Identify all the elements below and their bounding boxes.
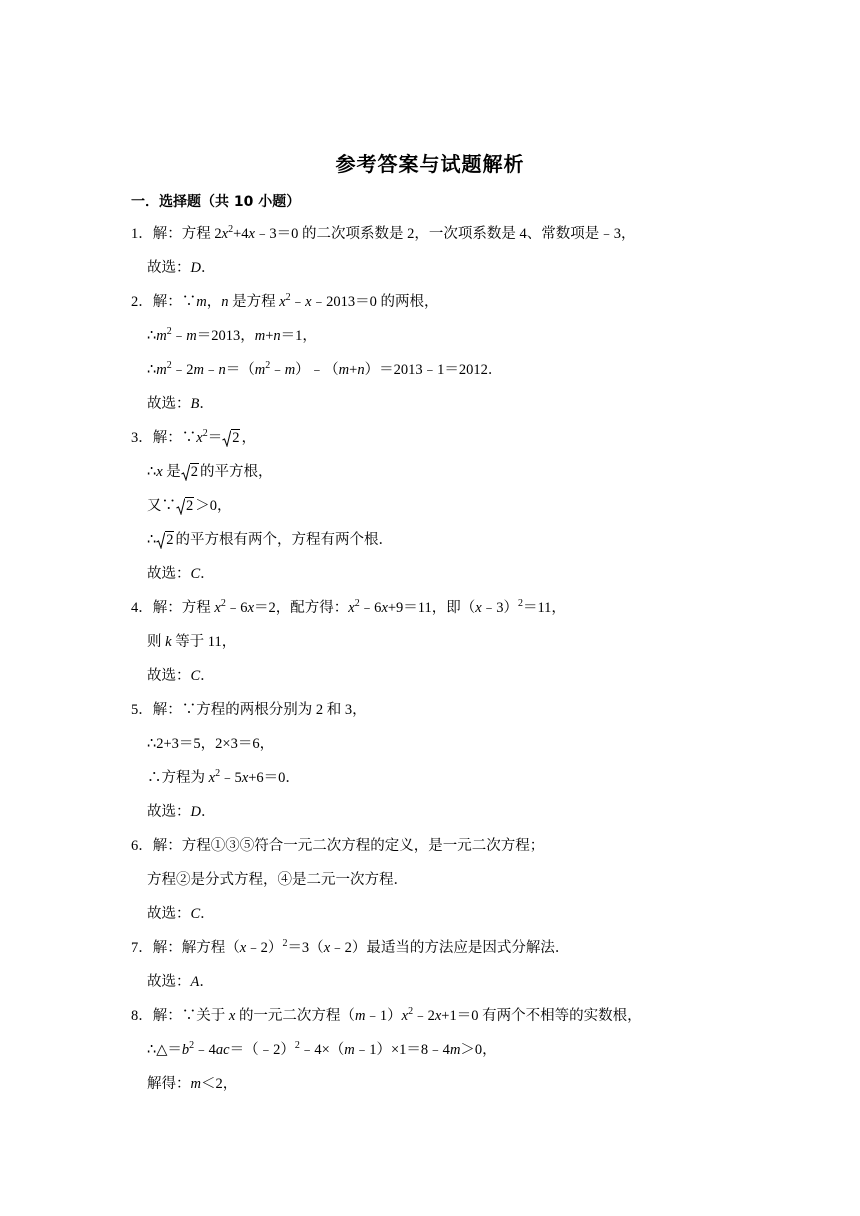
text: ∴2+3＝5，2×3＝6， <box>147 736 275 752</box>
var: x <box>241 770 249 786</box>
text: ＞0， <box>195 498 232 514</box>
var: x <box>208 770 216 786</box>
text: ﹣4 <box>194 1042 216 1058</box>
exponent: 2 <box>220 598 226 609</box>
answer-letter: D <box>190 260 201 276</box>
text: ． <box>200 260 216 276</box>
var: m <box>338 362 350 378</box>
q7-answer <box>147 972 214 992</box>
text: 解：∵方程的两根分别为 2 和 3， <box>152 702 367 718</box>
text: 解：∵ <box>152 430 197 446</box>
exponent: 2 <box>282 938 288 949</box>
var: n <box>221 294 229 310</box>
q3-line-1 <box>131 428 256 448</box>
q4-answer <box>147 666 215 686</box>
text: 故选： <box>147 260 191 276</box>
text: ∴ <box>147 362 157 378</box>
var: m <box>156 362 167 378</box>
answer-letter: A <box>190 974 200 990</box>
text: ﹣2 <box>171 362 194 378</box>
text: ， <box>206 294 222 310</box>
text: + <box>349 362 358 378</box>
var: x <box>248 226 255 242</box>
exponent: 2 <box>166 360 172 371</box>
text: ∴△＝ <box>147 1042 182 1058</box>
radicand: 2 <box>186 498 194 514</box>
sqrt-symbol <box>156 530 174 550</box>
exponent: 2 <box>285 292 291 303</box>
text: 则 <box>147 634 166 650</box>
exponent: 2 <box>189 1040 195 1051</box>
text: 的一元二次方程（ <box>235 1008 355 1024</box>
text: ． <box>200 566 215 582</box>
text: ﹣5 <box>220 770 242 786</box>
q5-answer <box>147 802 215 822</box>
var: m <box>254 362 266 378</box>
answer-letter: C <box>190 566 201 582</box>
var: x <box>221 226 229 242</box>
text: ﹣2） <box>246 940 283 956</box>
var: x <box>239 940 247 956</box>
text: 又∵ <box>147 498 176 514</box>
q8-number: 8． <box>131 1008 153 1024</box>
q3-line-3 <box>147 496 232 516</box>
sqrt-symbol <box>181 462 199 482</box>
text: ＝ <box>207 430 223 446</box>
q2-answer <box>147 394 214 414</box>
q5-line-1 <box>131 700 367 720</box>
answer-letter: C <box>190 668 201 684</box>
exponent: 2 <box>202 428 208 439</box>
var: x <box>475 600 482 616</box>
var: n <box>218 362 226 378</box>
page-title: 参考答案与试题解析 <box>335 152 525 176</box>
radical-icon <box>156 532 165 549</box>
text: 故选： <box>147 906 191 922</box>
radical-icon <box>181 464 190 481</box>
exponent: 2 <box>265 360 271 371</box>
var: m <box>190 1076 201 1092</box>
var: n <box>357 362 365 378</box>
text: ﹣3） <box>481 600 518 616</box>
text: ． <box>200 668 215 684</box>
var: ac <box>215 1042 230 1058</box>
answer-letter: C <box>190 906 201 922</box>
radicand: 2 <box>166 532 174 548</box>
text: ﹣2013＝0 的两根， <box>311 294 439 310</box>
text: ﹣3＝0 的二次项系数是 2，一次项系数是 4、常数项是﹣3， <box>254 226 636 242</box>
text: ＝11， <box>522 600 566 616</box>
text: ＞0， <box>460 1042 497 1058</box>
text: 故选： <box>147 974 191 990</box>
radical-icon <box>222 430 231 447</box>
text: ． <box>200 906 215 922</box>
text: ﹣2）最适当的方法应是因式分解法． <box>330 940 570 956</box>
var: x <box>228 1008 236 1024</box>
radicand: 2 <box>190 464 199 480</box>
text: ∴ <box>147 464 157 480</box>
q6-line-2 <box>147 870 408 890</box>
text: ＝2，配方得： <box>254 600 349 616</box>
text: 解：∵关于 <box>152 1008 229 1024</box>
var: x <box>156 464 163 480</box>
text: 解得： <box>147 1076 191 1092</box>
sqrt-symbol <box>176 496 194 516</box>
text: ＜2， <box>200 1076 238 1092</box>
exponent: 2 <box>215 768 221 779</box>
text: ﹣2 <box>413 1008 435 1024</box>
text: 解：方程 2 <box>152 226 222 242</box>
text: ﹣1）×1＝8﹣4 <box>354 1042 450 1058</box>
text: ＝3（ <box>287 940 324 956</box>
q6-answer <box>147 904 215 924</box>
var: x <box>381 600 388 616</box>
text: 故选： <box>147 566 191 582</box>
var: x <box>348 600 355 616</box>
q2-line-2 <box>147 326 317 346</box>
var: k <box>165 634 172 650</box>
q7-number: 7． <box>131 940 153 956</box>
var: b <box>181 1042 190 1058</box>
text: 方程②是分式方程，④是二元一次方程． <box>147 872 408 888</box>
q4-number: 4． <box>131 600 153 616</box>
var: x <box>305 294 312 310</box>
var: m <box>284 362 296 378</box>
q1-line-1 <box>131 224 636 244</box>
section-heading: 一．选择题（共 10 小题） <box>131 194 301 210</box>
q1-answer <box>147 258 215 278</box>
text: ＝2013， <box>196 328 255 344</box>
text: 故选： <box>147 668 191 684</box>
text: ， <box>241 430 256 446</box>
q2-line-1 <box>131 292 438 312</box>
var: x <box>247 600 254 616</box>
text: ﹣ <box>203 362 219 378</box>
text: ∴ <box>147 328 157 344</box>
q6-line-1 <box>131 836 544 856</box>
text: 是方程 <box>228 294 280 310</box>
text: ﹣6 <box>225 600 248 616</box>
text: ）＝2013﹣1＝2012． <box>364 362 503 378</box>
answer-letter: B <box>190 396 200 412</box>
q3-answer <box>147 564 215 584</box>
text: +9＝11，即（ <box>387 600 476 616</box>
var: n <box>273 328 281 344</box>
var: x <box>434 1008 442 1024</box>
text: ． <box>199 396 214 412</box>
text: 故选： <box>147 804 191 820</box>
exponent: 2 <box>166 326 172 337</box>
var: m <box>156 328 167 344</box>
var: x <box>214 600 221 616</box>
text: 是 <box>162 464 181 480</box>
var: m <box>196 294 207 310</box>
q3-number: 3． <box>131 430 153 446</box>
var: m <box>449 1042 461 1058</box>
radical-icon <box>176 498 185 515</box>
var: m <box>254 328 266 344</box>
q3-line-2 <box>147 462 273 482</box>
text: 的平方根有两个，方程有两个根． <box>175 532 393 548</box>
exponent: 2 <box>294 1040 300 1051</box>
q2-number: 2． <box>131 294 153 310</box>
text: 故选： <box>147 396 191 412</box>
q8-line-3 <box>147 1074 237 1094</box>
exponent: 2 <box>517 598 523 609</box>
text: ∴ <box>147 532 157 548</box>
sqrt-symbol <box>222 428 240 448</box>
text: +4 <box>233 226 249 242</box>
text: 解：方程①③⑤符合一元二次方程的定义，是一元二次方程； <box>152 838 545 854</box>
var: m <box>344 1042 355 1058</box>
text: ﹣ <box>270 362 285 378</box>
text: 的平方根， <box>200 464 273 480</box>
var: x <box>401 1008 409 1024</box>
text: ＝（ <box>225 362 255 378</box>
text: 解：解方程（ <box>152 940 240 956</box>
text: ． <box>200 804 216 820</box>
text: ﹣ <box>171 328 187 344</box>
var: m <box>193 362 204 378</box>
text: ＝1， <box>280 328 317 344</box>
text: +6＝0． <box>248 770 300 786</box>
text: 等于 11， <box>171 634 237 650</box>
text: ﹣4×（ <box>299 1042 345 1058</box>
text: 解：∵ <box>152 294 197 310</box>
q4-line-1 <box>131 598 566 618</box>
text: ． <box>199 974 214 990</box>
q4-line-2 <box>147 632 236 652</box>
var: m <box>354 1008 366 1024</box>
radicand: 2 <box>232 430 240 446</box>
text: ∴方程为 <box>147 770 209 786</box>
exponent: 2 <box>354 598 360 609</box>
text: ＝（﹣2） <box>229 1042 295 1058</box>
q5-line-3 <box>147 768 300 788</box>
q5-number: 5． <box>131 702 153 718</box>
var: m <box>186 328 197 344</box>
text: ﹣6 <box>359 600 382 616</box>
q7-line-1 <box>131 938 569 958</box>
text: 解：方程 <box>152 600 215 616</box>
exponent: 2 <box>228 224 234 235</box>
q8-line-2 <box>147 1040 497 1060</box>
q3-line-4 <box>147 530 393 550</box>
q5-line-2 <box>147 734 274 754</box>
text: +1＝0 有两个不相等的实数根， <box>441 1008 642 1024</box>
exponent: 2 <box>408 1006 414 1017</box>
text: ﹣1） <box>365 1008 402 1024</box>
var: x <box>323 940 331 956</box>
q1-number: 1． <box>131 226 153 242</box>
text: ﹣ <box>290 294 306 310</box>
var: x <box>279 294 286 310</box>
var: x <box>196 430 203 446</box>
q2-line-3 <box>147 360 502 380</box>
q6-number: 6． <box>131 838 153 854</box>
answer-letter: D <box>190 804 201 820</box>
text: + <box>265 328 274 344</box>
q8-line-1 <box>131 1006 642 1026</box>
text: ）﹣（ <box>295 362 339 378</box>
